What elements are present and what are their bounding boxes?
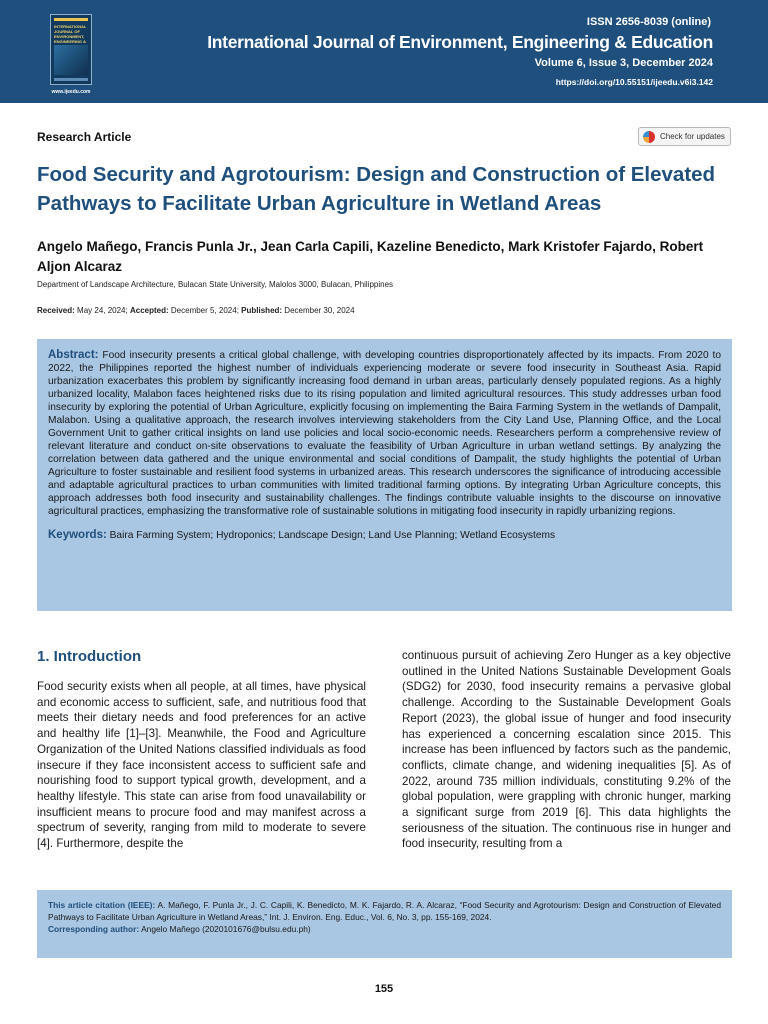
author-list: Angelo Mañego, Francis Punla Jr., Jean Carla Capili, Kazeline Benedicto, Mark Kristofer Fajardo, Robert Aljon Alcaraz	[37, 239, 704, 274]
accepted-label: Accepted:	[129, 306, 169, 315]
journal-title: International Journal of Environment, Engineering & Education	[207, 32, 713, 52]
article-dates	[37, 306, 355, 315]
corresponding-label: Corresponding author:	[48, 923, 140, 934]
corresponding-author	[48, 924, 721, 936]
cover-footer-stripe	[54, 78, 88, 81]
article-title: Food Security and Agrotourism: Design and Construction of Elevated Pathways to Facilitate Urban Agriculture in Wetland Areas	[37, 163, 716, 215]
journal-banner	[0, 0, 768, 103]
published-date: December 30, 2024	[284, 306, 355, 315]
keywords-label: Keywords:	[48, 529, 107, 541]
keywords	[48, 529, 721, 541]
received-date: May 24, 2024;	[77, 306, 128, 315]
journal-cover-image	[50, 14, 92, 85]
keywords-text: Baira Farming System; Hydroponics; Landscape Design; Land Use Planning; Wetland Ecosystems	[109, 530, 556, 541]
cover-stripe	[54, 18, 88, 21]
journal-website[interactable]: www.ijeedu.com	[51, 89, 91, 95]
abstract	[48, 349, 721, 518]
cover-picture	[54, 45, 88, 75]
citation-box	[37, 890, 732, 958]
issn: ISSN 2656-8039 (online)	[586, 16, 711, 28]
body-right-column: continuous pursuit of achieving Zero Hunger as a key objective outlined in the United Nations Sustainable Development Goals (SDG2) for 2030, food insecurity remains a pervasive global challenge. According to the Sustainable Development Goals Report (2023), the global issue of hunger and food insecurity has experienced a concerning escalation since 2015. This increase has been influenced by factors such as the pandemic, conflicts, climate change, and widening inequalities [5]. As of 2022, around 735 million individuals, constituting 9.2% of the global population, were grappling with chronic hunger, marking a significant surge from 2019 [6]. This data highlights the seriousness of the situation. The continuous rise in hunger and food insecurity, resulting from a	[402, 649, 731, 851]
corresponding-text: Angelo Mañego (2020101676@bulsu.edu.ph)	[141, 923, 311, 934]
citation	[48, 900, 721, 924]
citation-text: A. Mañego, F. Punla Jr., J. C. Capili, K. Benedicto, M. K. Fajardo, R. A. Alcaraz, “Food Security and Agrotourism: Design and Construction of Elevated Pathways to Facilitate Urban Agriculture in Wetland Areas,” Int. J. Environ. Eng. Educ., Vol. 6, No. 3, pp. 155-169, 2024.	[48, 900, 721, 922]
section-heading-introduction: 1. Introduction	[37, 648, 142, 665]
published-label: Published:	[241, 306, 283, 315]
volume-issue: Volume 6, Issue 3, December 2024	[534, 57, 713, 69]
accepted-date: December 5, 2024;	[170, 306, 239, 315]
article-type: Research Article	[37, 130, 132, 144]
citation-label: This article citation (IEEE):	[48, 900, 156, 910]
crossmark-icon	[643, 131, 655, 143]
doi-link[interactable]: https://doi.org/10.55151/ijeedu.v6i3.142	[555, 77, 713, 87]
body-left-column: Food security exists when all people, at all times, have physical and economic access to sufficient, safe, and nutritious food that meets their dietary needs and food preferences for an active and healthy life [1]–[3]. Meanwhile, the Food and Agriculture Organization of the United Nations classified individuals as food insecure if they face inconsistent access to sufficient safe and nourishing food to support typical growth, development, and a healthy lifestyle. This state can arise from food unavailability or insufficient means to procure food and may manifest across a spectrum of severity, ranging from mild to moderate to severe [4]. Furthermore, despite the	[37, 680, 366, 851]
check-for-updates-button[interactable]	[638, 127, 731, 146]
check-for-updates-label: Check for updates	[660, 132, 725, 141]
abstract-text: Food insecurity presents a critical global challenge, with developing countries disproportionately affected by its impacts. From 2020 to 2022, the Philippines reported the highest number of individuals experiencing moderate or severe food insecurity in Southeast Asia. Rapid urbanization exacerbates this problem by significantly increasing food demand in urban areas, particularly densely populated regions. As a highly urbanized locality, Malabon faces heightened risks due to its rising population and limited agricultural resources. This study addresses urban food insecurity by exploring the potential of Urban Agriculture, explicitly focusing on implementing the Baira Farming System in the wetlands of Dampalit, Malabon. Using a qualitative approach, the research involves interviewing stakeholders from the City Land Use, Planning Office, and the Local Government Unit to gather critical insights on land use policies and local socio-economic needs. Researchers perform a comprehensive review of relevant literature and conduct on-site observations to evaluate the feasibility of Urban Agriculture in urban wetland settings. By analyzing the correlation between data gathered and the unique environmental and social conditions of Dampalit, the study highlights the potential of Urban Agriculture to foster sustainable and resilient food systems in urbanized areas. This research underscores the significance of introducing accessible and adaptable agricultural practices to urban communities with limited traditional farming options. By integrating Urban Agriculture concepts, this approach addresses both food insecurity and sustainability challenges. The findings contribute valuable insights to the discourse on innovative agricultural practices, emphasizing the transformative role of sustainable solutions in mitigating food insecurity in rapidly urbanizing regions.	[48, 350, 721, 517]
page-number: 155	[374, 983, 394, 995]
cover-title: INTERNATIONAL JOURNAL OF ENVIRONMENT, ENGINEERING &	[54, 24, 87, 44]
abstract-box	[37, 339, 732, 611]
abstract-label: Abstract:	[48, 349, 99, 361]
received-label: Received:	[37, 306, 75, 315]
affiliation: Department of Landscape Architecture, Bulacan State University, Malolos 3000, Bulacan, Philippines	[37, 280, 394, 289]
